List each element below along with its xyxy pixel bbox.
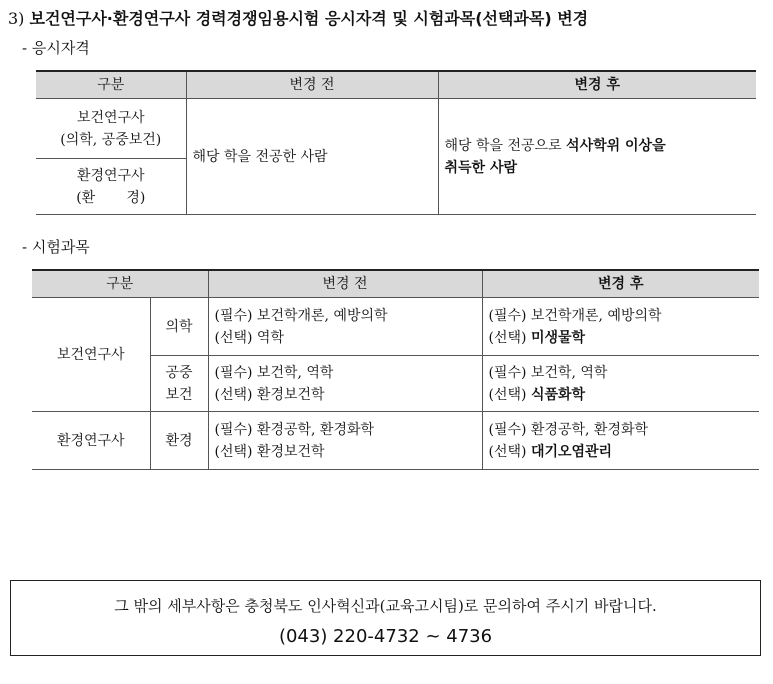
table-row (32, 298, 759, 356)
subjects-header-row (32, 270, 759, 298)
optional-subjects (489, 327, 754, 349)
header-category: 구분 (32, 270, 208, 298)
after-cell (482, 412, 759, 470)
after-cell (482, 356, 759, 412)
group-cell: 환경연구사 (32, 412, 150, 470)
category-cell (36, 99, 186, 159)
notice-message: 그 밖의 세부사항은 충청북도 인사혁신과(교육고시팀)로 문의하여 주시기 바랍니다. (114, 597, 657, 615)
before-cell (208, 298, 482, 356)
eligibility-table (36, 70, 756, 215)
after-cell (482, 298, 759, 356)
section-heading (8, 6, 588, 29)
field-line: 보건 (165, 386, 193, 403)
header-after: 변경 후 (438, 71, 756, 99)
optional-prefix: (선택) (488, 329, 531, 346)
changed-subject: 대기오염관리 (530, 443, 613, 460)
optional-prefix: (선택) (488, 443, 531, 460)
header-category: 구분 (36, 71, 186, 99)
group-cell: 보건연구사 (32, 298, 150, 412)
category-line: (환 경) (76, 189, 146, 206)
header-before: 변경 전 (186, 71, 438, 99)
before-cell: 해당 학을 전공한 사람 (186, 99, 438, 215)
category-line: 환경연구사 (76, 167, 145, 184)
optional-subjects: (선택) 역학 (214, 329, 284, 346)
before-cell (208, 412, 482, 470)
category-cell (36, 159, 186, 215)
table-row (32, 412, 759, 470)
eligibility-label: - 응시자격 (22, 39, 90, 57)
field-line: 의학 (165, 318, 193, 335)
required-subjects: (필수) 보건학, 역학 (488, 364, 608, 381)
changed-subject: 미생물학 (530, 329, 586, 346)
subjects-table (32, 269, 759, 470)
contact-notice-box (10, 580, 761, 656)
required-subjects: (필수) 보건학개론, 예방의학 (488, 307, 662, 324)
optional-subjects (489, 441, 754, 463)
field-cell (150, 412, 208, 470)
required-subjects: (필수) 환경공학, 환경화학 (214, 421, 375, 438)
field-line: 환경 (165, 432, 193, 449)
required-subjects: (필수) 보건학, 역학 (214, 364, 334, 381)
category-line: 보건연구사 (76, 109, 145, 126)
optional-subjects: (선택) 환경보건학 (214, 386, 325, 403)
header-after: 변경 후 (482, 270, 759, 298)
eligibility-header-row (36, 71, 756, 99)
category-line: (의학, 공중보건) (60, 131, 162, 148)
subjects-label: - 시험과목 (22, 238, 90, 256)
required-subjects: (필수) 환경공학, 환경화학 (488, 421, 649, 438)
optional-subjects: (선택) 환경보건학 (214, 443, 325, 460)
after-bold-text: 취득한 사람 (444, 159, 517, 176)
contact-phone: (043) 220-4732 ~ 4736 (278, 626, 493, 647)
optional-subjects (489, 384, 754, 406)
after-plain-text: 해당 학을 전공으로 (444, 137, 567, 154)
before-cell (208, 356, 482, 412)
heading-number: 3) (8, 9, 25, 28)
field-cell (150, 298, 208, 356)
field-line: 공중 (165, 364, 193, 381)
changed-subject: 식품화학 (530, 386, 586, 403)
heading-title: 보건연구사·환경연구사 경력경쟁임용시험 응시자격 및 시험과목(선택과목) 변경 (29, 9, 589, 28)
after-cell (438, 99, 756, 215)
table-row (36, 99, 756, 159)
after-bold-text: 석사학위 이상을 (566, 137, 666, 154)
optional-prefix: (선택) (488, 386, 531, 403)
header-before: 변경 전 (208, 270, 482, 298)
field-cell (150, 356, 208, 412)
required-subjects: (필수) 보건학개론, 예방의학 (214, 307, 388, 324)
